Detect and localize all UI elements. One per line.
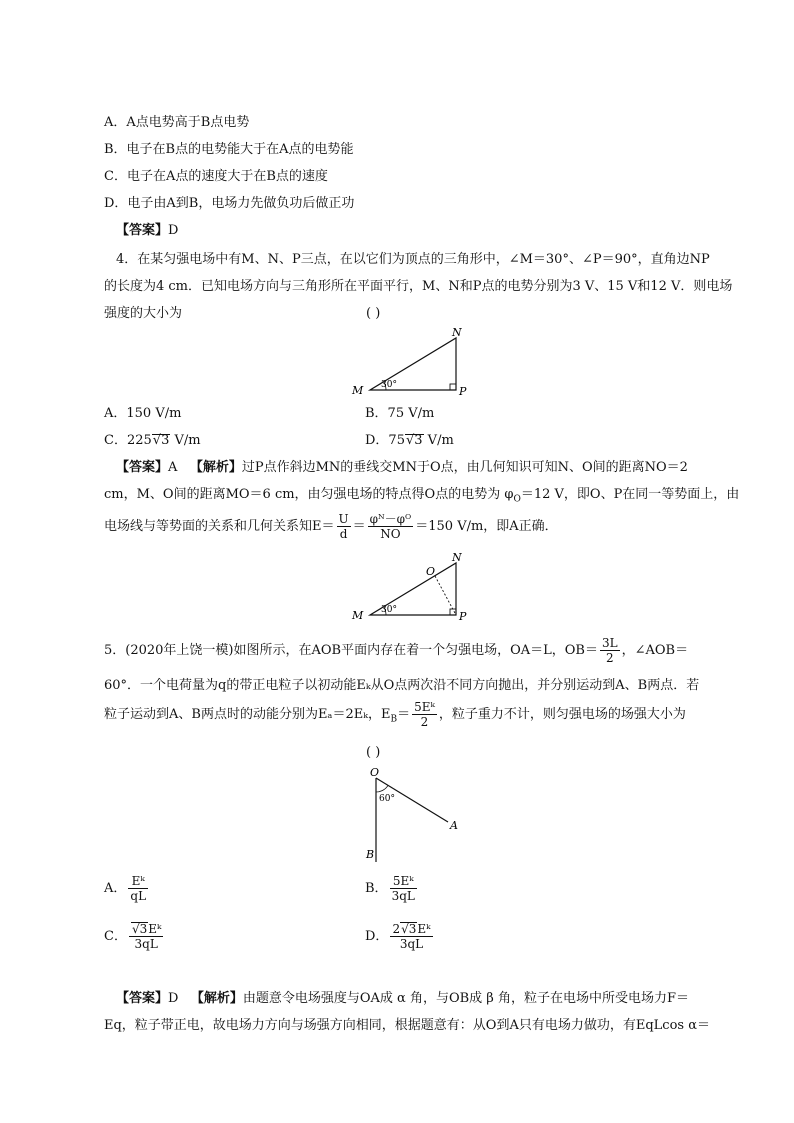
q4-option-b: B．75 V/m bbox=[365, 406, 435, 421]
q5-angle-figure bbox=[360, 766, 470, 866]
q3-option-a: A．A点电势高于B点电势 bbox=[104, 115, 250, 130]
q4-stem-line3: 强度的大小为 bbox=[104, 306, 183, 321]
vertex-label-o: O bbox=[426, 565, 436, 578]
q4-option-c: C．225√3 V/m bbox=[104, 433, 201, 448]
svg-text:P: P bbox=[459, 610, 467, 623]
svg-text:M: M bbox=[352, 609, 364, 622]
q5-option-b: B． $\frac{\text{5Eᵏ}}{3qL}$ bbox=[365, 874, 415, 903]
q3-option-d: D．电子由A到B，电场力先做负功后做正功 bbox=[104, 196, 355, 211]
vertex-label-p: P bbox=[459, 385, 467, 398]
q5-answer-paren: ( ) bbox=[366, 745, 381, 760]
q3-option-c: C．电子在A点的速度大于在B点的速度 bbox=[104, 169, 328, 184]
q5-option-d: D． $\frac{\text{2√3Eᵏ}}{3qL}$ bbox=[365, 922, 431, 951]
q3-option-b: B．电子在B点的电势能大于在A点的电势能 bbox=[104, 142, 354, 157]
answer-value: D bbox=[168, 223, 179, 238]
vertex-label-o: O bbox=[370, 766, 380, 779]
q4-triangle-figure bbox=[350, 328, 470, 400]
vertex-label-b: B bbox=[366, 848, 375, 861]
q4-analysis-line2: cm，M、O间的距离MO＝6 cm，由匀强电场的特点得O点的电势为 $\varphi_O=12$ V，即O、P在同一等势面上，由 bbox=[104, 487, 740, 505]
angle-label: 30° bbox=[381, 380, 397, 390]
vertex-label-m: M bbox=[352, 384, 364, 397]
q4-stem-line1: 4．在某匀强电场中有M、N、P三点，在以它们为顶点的三角形中，∠M＝30°、∠P＝90°，直角边NP bbox=[116, 252, 710, 267]
q5-stem-line1: 5．(2020年上饶一模)如图所示，在AOB平面内存在着一个匀强电场，OA＝L，OB＝ $\frac{3L}{2}$ ，∠AOB＝ bbox=[104, 636, 689, 665]
vertex-label-a: A bbox=[450, 819, 458, 832]
answer-tag: 【答案】 bbox=[116, 223, 169, 238]
angle-label: 60° bbox=[379, 794, 395, 804]
q4-option-d: D．75√3 V/m bbox=[365, 433, 454, 448]
svg-text:30°: 30° bbox=[381, 605, 397, 615]
q5-option-a: A． $\frac{\text{Eᵏ}}{qL}$ bbox=[104, 874, 147, 903]
q5-analysis-line2: Eq，粒子带正电，故电场力方向与场强方向相同，根据题意有：从O到A只有电场力做功，有EqLcos α＝ bbox=[104, 1018, 710, 1033]
q4-stem-line2: 的长度为4 cm．已知电场方向与三角形所在平面平行，M、N和P点的电势分别为3 V、15 V和12 V．则电场 bbox=[104, 279, 733, 294]
q5-option-c: C． $\frac{\text{√3Eᵏ}}{3qL}$ bbox=[104, 922, 162, 951]
q4-analysis-figure bbox=[350, 553, 470, 625]
q4-analysis-line3: 电场线与等势面的关系和几何关系知E＝ $\frac{U}{d}$ ＝ $\frac{\text{φᴺ－φᴼ}}{NO}$ ＝150 V/m，即A正确． bbox=[104, 512, 558, 541]
q5-stem-line3: 粒子运动到A、B两点时的动能分别为Eₐ＝2Eₖ，$E_B=$ $\frac{\text{5Eᵏ}}{2}$ ，粒子重力不计，则匀强电场的场强大小为 bbox=[104, 700, 686, 729]
q5-analysis-line1: 【答案】D 【解析】由题意令电场强度与OA成 α 角，与OB成 β 角，粒子在电场中所受电场力F＝ bbox=[116, 991, 689, 1006]
q3-answer bbox=[116, 221, 178, 241]
q4-answer-paren: ( ) bbox=[366, 306, 381, 321]
q4-option-a: A．150 V/m bbox=[104, 406, 182, 421]
vertex-label-n: N bbox=[452, 328, 462, 339]
q4-analysis-line1: 【答案】A 【解析】过P点作斜边MN的垂线交MN于O点，由几何知识可知N、O间的距离NO＝2 bbox=[116, 460, 688, 475]
q5-stem-line2: 60°．一个电荷量为q的带正电粒子以初动能Eₖ从O点两次沿不同方向抛出，并分别运动到A、B两点．若 bbox=[104, 678, 700, 693]
svg-text:N: N bbox=[452, 553, 462, 564]
